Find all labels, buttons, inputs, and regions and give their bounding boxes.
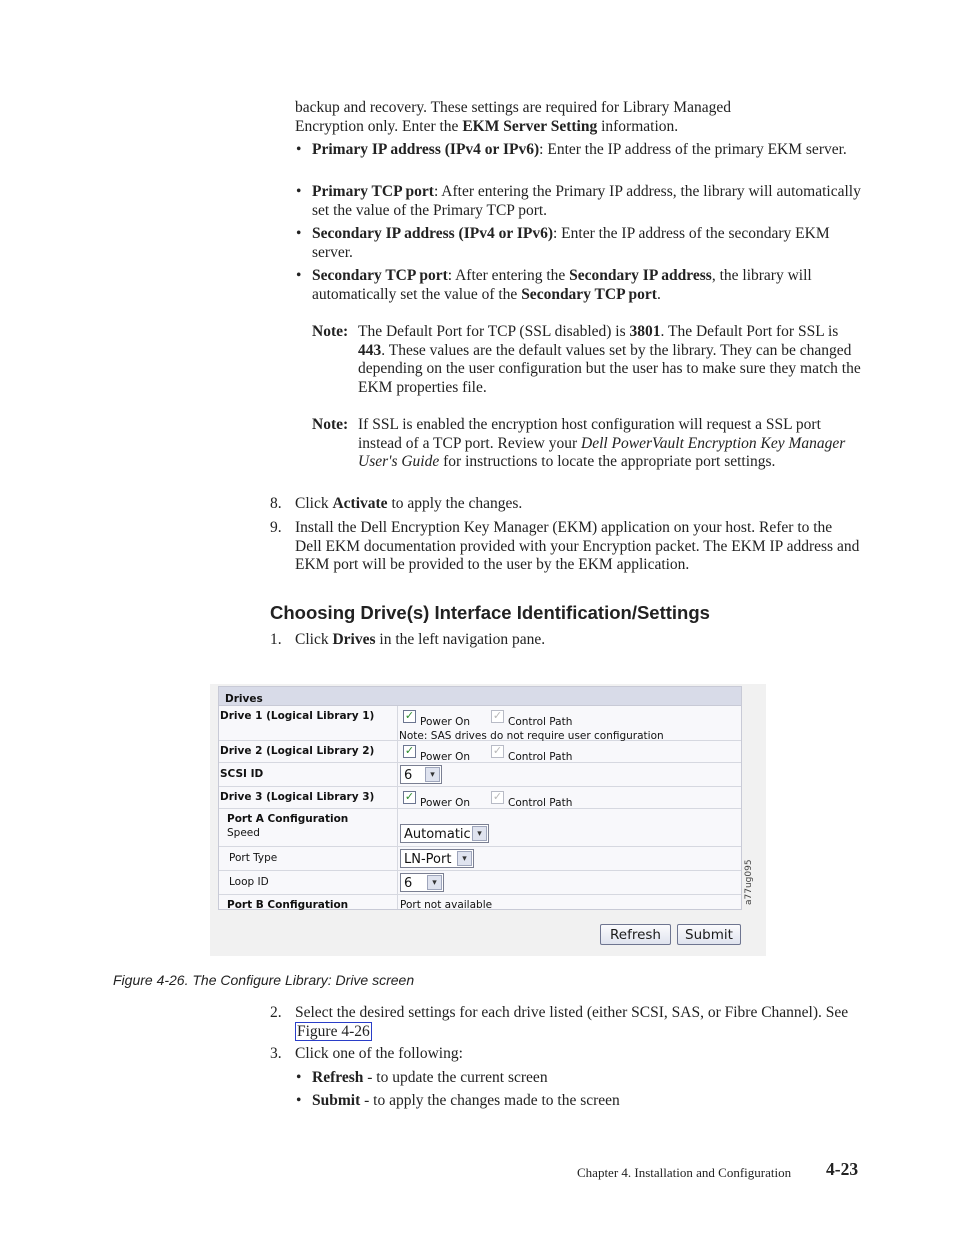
chevron-down-icon[interactable]: ▾ bbox=[457, 851, 472, 866]
bullet-term: Secondary IP address bbox=[569, 267, 712, 284]
port-b-value: Port not available bbox=[400, 899, 493, 911]
note-text: . These values are the default values set by the library. They can be changed depending on the user configuration but the user has to make sure they match the EKM properties file. bbox=[358, 341, 861, 396]
loop-id-select[interactable] bbox=[400, 873, 444, 892]
panel-title: Drives bbox=[225, 693, 263, 705]
note-text: . The Default Port for SSL is bbox=[660, 323, 839, 340]
figure-id: a77ug095 bbox=[744, 859, 754, 905]
port-type-row bbox=[219, 847, 741, 871]
section-title: Choosing Drive(s) Interface Identification/Settings bbox=[270, 602, 710, 623]
bullet-mark: • bbox=[296, 141, 302, 158]
drive-3-row bbox=[219, 787, 741, 809]
checkbox-label: Control Path bbox=[508, 751, 573, 763]
drives-panel bbox=[218, 686, 742, 910]
step-number: 2. bbox=[270, 1004, 282, 1021]
drive-2-power-on-checkbox[interactable]: ✓ bbox=[404, 744, 415, 757]
port-a-speed-row bbox=[219, 809, 741, 847]
bullet-text: : After entering the Primary IP address, the library will automatically set the value of the Primary TCP port. bbox=[312, 183, 861, 219]
bullet-term: Refresh bbox=[312, 1069, 364, 1086]
note-text: for instructions to locate the appropriate port settings. bbox=[439, 453, 776, 470]
chevron-down-icon[interactable]: ▾ bbox=[427, 875, 442, 890]
note-bold-value: 3801 bbox=[629, 323, 661, 340]
intro-line-2-post: information. bbox=[597, 117, 679, 135]
sas-note: Note: SAS drives do not require user configuration bbox=[399, 730, 664, 742]
bullet-text: . bbox=[656, 285, 661, 303]
bullet-mark: • bbox=[296, 267, 302, 284]
bullet-mark: • bbox=[296, 1069, 302, 1086]
bullet-primary-ip bbox=[312, 141, 862, 160]
checkbox-label: Power On bbox=[420, 716, 471, 728]
bullet-text: : Enter the IP address of the primary EKM server. bbox=[539, 141, 847, 158]
chapter-footer: Chapter 4. Installation and Configuration bbox=[577, 1165, 792, 1180]
bullet-primary-tcp bbox=[312, 183, 862, 220]
intro-paragraph bbox=[295, 99, 860, 136]
step-number: 8. bbox=[270, 495, 282, 512]
checkbox-label: Power On bbox=[420, 751, 471, 763]
checkbox-label: Power On bbox=[420, 797, 471, 809]
note-body bbox=[358, 323, 862, 397]
step-bold-term: Drives bbox=[332, 631, 376, 648]
loop-id-label: Loop ID bbox=[229, 876, 269, 888]
step-text: Click bbox=[295, 631, 333, 648]
note-text: The Default Port for TCP (SSL disabled) is bbox=[358, 323, 630, 340]
checkbox-label: Control Path bbox=[508, 716, 573, 728]
drive-3-power-on-checkbox[interactable]: ✓ bbox=[404, 790, 415, 803]
bullet-refresh bbox=[312, 1069, 862, 1088]
note-bold-value: 443 bbox=[358, 341, 382, 359]
step-text: in the left navigation pane. bbox=[375, 631, 546, 648]
drive-1-power-on-checkbox[interactable]: ✓ bbox=[404, 709, 415, 722]
bullet-term: Secondary TCP port bbox=[521, 285, 657, 303]
bullet-secondary-tcp bbox=[312, 267, 862, 304]
chevron-down-icon[interactable]: ▾ bbox=[425, 767, 440, 782]
intro-line-2-pre: Encryption only. Enter the bbox=[295, 117, 463, 135]
drive-1-label: Drive 1 (Logical Library 1) bbox=[220, 710, 375, 722]
loop-id-row bbox=[219, 871, 741, 895]
bullet-text: , the library will automatically set the value of the bbox=[312, 267, 812, 303]
select-value: 6 bbox=[404, 768, 413, 783]
drive-2-label: Drive 2 (Logical Library 2) bbox=[220, 745, 375, 757]
submit-button[interactable]: Submit bbox=[677, 924, 741, 945]
select-value: Automatic bbox=[404, 827, 471, 842]
bullet-text: - to update the current screen bbox=[363, 1069, 548, 1086]
bullet-term: Secondary TCP port bbox=[312, 267, 448, 284]
refresh-button[interactable]: Refresh bbox=[600, 924, 671, 945]
checkbox-label: Control Path bbox=[508, 797, 573, 809]
scsi-id-select[interactable] bbox=[400, 765, 442, 784]
note-label: Note: bbox=[312, 416, 349, 433]
figure-link[interactable]: Figure 4-26 bbox=[297, 1022, 370, 1040]
chevron-down-icon[interactable]: ▾ bbox=[472, 826, 487, 841]
bullet-secondary-ip bbox=[312, 225, 862, 262]
step-8 bbox=[295, 495, 860, 514]
scsi-id-label: SCSI ID bbox=[220, 768, 264, 780]
note-body bbox=[358, 416, 862, 472]
step-text: Click bbox=[295, 495, 333, 512]
note-book-title: Dell PowerVault Encryption Key Manager User's Guide bbox=[358, 434, 846, 470]
bullet-term: Submit bbox=[312, 1092, 361, 1109]
drive-1-row bbox=[219, 706, 741, 741]
drive-2-control-path-checkbox[interactable]: ✓ bbox=[492, 744, 503, 757]
bullet-text: : Enter the IP address of the secondary EKM server. bbox=[312, 225, 830, 261]
step-3: Click one of the following: bbox=[295, 1045, 463, 1062]
drive-1-control-path-checkbox[interactable]: ✓ bbox=[492, 709, 503, 722]
bullet-mark: • bbox=[296, 183, 302, 200]
page-number: 4-23 bbox=[826, 1159, 859, 1179]
bullet-mark: • bbox=[296, 1092, 302, 1109]
drive-3-control-path-checkbox[interactable]: ✓ bbox=[492, 790, 503, 803]
step-number: 3. bbox=[270, 1045, 282, 1062]
speed-label: Speed bbox=[227, 827, 260, 839]
step-text: to apply the changes. bbox=[387, 495, 523, 512]
bullet-term: Primary TCP port bbox=[312, 183, 434, 200]
step-9: Install the Dell Encryption Key Manager (EKM) application on your host. Refer to the Dell EKM documentation provided with your Encryption packet. The EKM IP address and EKM port will be provided to the user by the EKM application. bbox=[295, 519, 860, 573]
step-bold-term: Activate bbox=[332, 495, 388, 512]
step-1 bbox=[295, 631, 860, 650]
scsi-id-row bbox=[219, 763, 741, 787]
port-a-label: Port A Configuration bbox=[227, 813, 349, 825]
bullet-text: - to apply the changes made to the screen bbox=[360, 1092, 620, 1109]
step-number: 1. bbox=[270, 631, 282, 648]
drive-2-row bbox=[219, 741, 741, 763]
intro-bold-term: EKM Server Setting bbox=[462, 117, 598, 135]
bullet-mark: • bbox=[296, 225, 302, 242]
speed-select[interactable] bbox=[400, 824, 489, 843]
select-value: LN-Port bbox=[404, 852, 452, 867]
select-value: 6 bbox=[404, 876, 413, 891]
note-text: If SSL is enabled the encryption host configuration will request a SSL port instead of a TCP port. Review your bbox=[358, 416, 821, 452]
bullet-term: Primary IP address (IPv4 or IPv6) bbox=[312, 141, 540, 158]
bullet-submit bbox=[312, 1092, 862, 1111]
drives-screenshot-figure bbox=[210, 684, 766, 956]
figure-caption: Figure 4-26. The Configure Library: Drive screen bbox=[113, 972, 415, 988]
port-b-row bbox=[219, 895, 741, 909]
drive-3-label: Drive 3 (Logical Library 3) bbox=[220, 791, 375, 803]
port-b-label: Port B Configuration bbox=[227, 899, 349, 911]
bullet-term: Secondary IP address (IPv4 or IPv6) bbox=[312, 225, 553, 242]
step-number: 9. bbox=[270, 519, 282, 536]
intro-line-1: backup and recovery. These settings are required for Library Managed bbox=[295, 99, 731, 116]
step-text: Select the desired settings for each drive listed (either SCSI, SAS, or Fibre Channel). See bbox=[295, 1004, 849, 1021]
drives-panel-header bbox=[219, 687, 741, 706]
port-type-label: Port Type bbox=[229, 852, 278, 864]
note-label: Note: bbox=[312, 323, 349, 340]
port-type-select[interactable] bbox=[400, 849, 474, 868]
step-2 bbox=[295, 1004, 860, 1041]
bullet-text: : After entering the bbox=[447, 267, 570, 284]
